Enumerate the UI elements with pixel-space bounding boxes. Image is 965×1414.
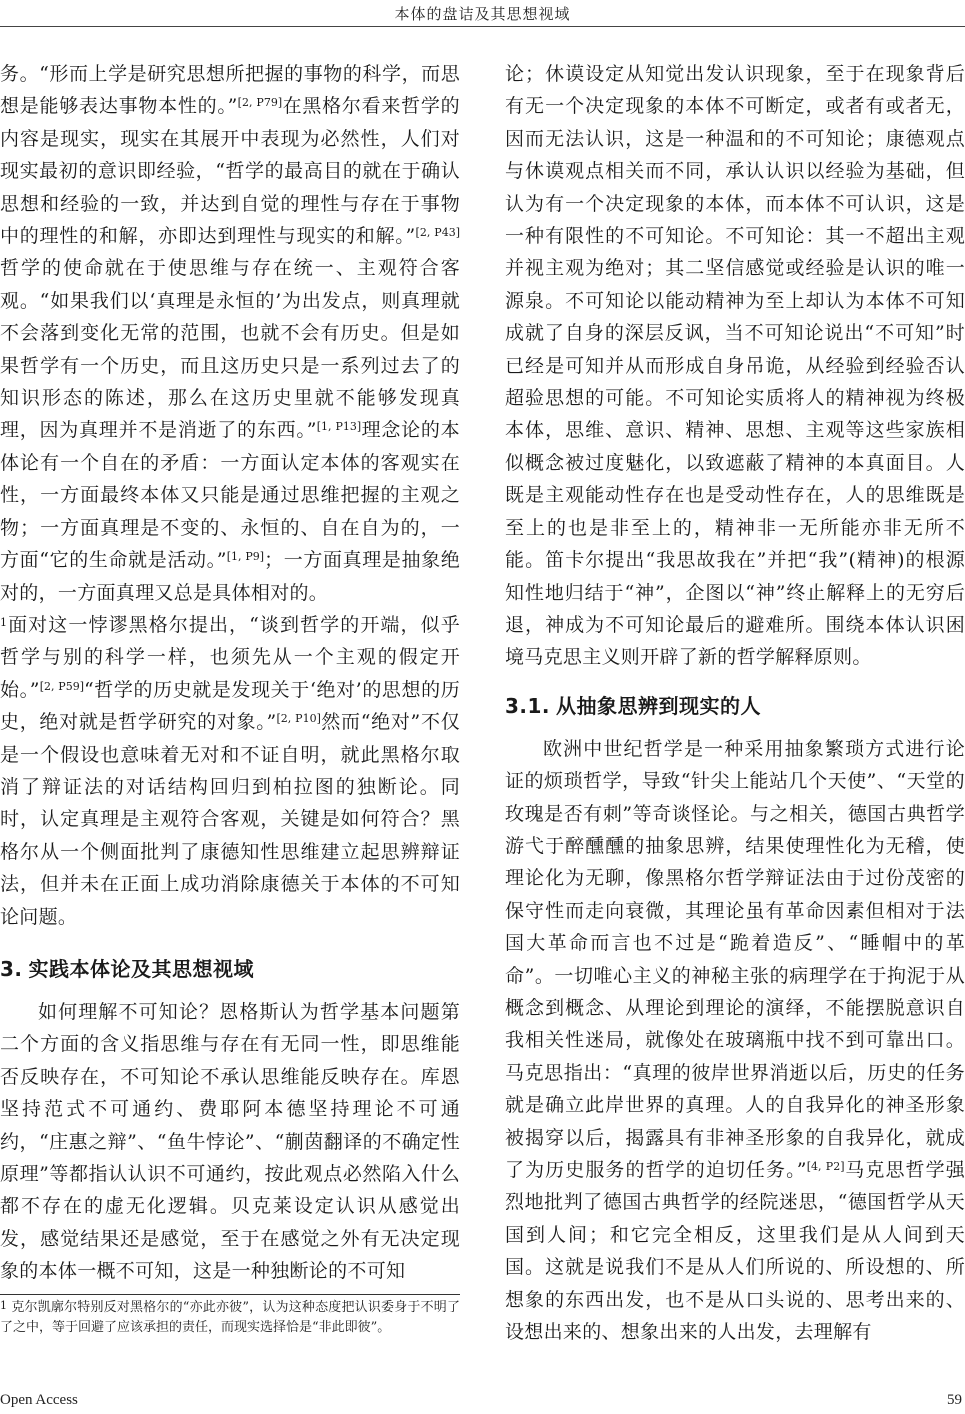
section-heading-3 bbox=[0, 953, 460, 982]
section-heading-3-1 bbox=[505, 690, 965, 719]
citation: [1, P9] bbox=[226, 550, 265, 564]
footnote bbox=[0, 1298, 460, 1338]
footnote-text: 克尔凯廓尔特别反对黑格尔的“亦此亦彼”，认为这种态度把认识委身于不明了了之中，等于回避了应该承担的责任，而现实选择恰是“非此即彼”。 bbox=[0, 1300, 460, 1335]
text-run: 然而“绝对”不仅是一个假设也意味着无对和不证自明，就此黑格尔取消了辩证法的对话结构回归到柏拉图的独断论。同时，认定真理是主观符合客观，关键是如何符合？黑格尔从一个侧面批判了康德知性思维建立起思辨辩证法，但并未在正面上成功消除康德关于本体的不可知论问题。 bbox=[0, 711, 460, 928]
text-run: 马克思哲学强烈地批判了德国古典哲学的经院迷思，“德国哲学从天国到人间；和它完全相反，这里我们是从人间到天国。这就是说我们不是从人们所说的、所设想的、所想象的东西出发，也不是从口头说的、思考出来的、设想出来的、想象出来的人出发，去理解有 bbox=[505, 1159, 965, 1344]
footnote-mark[interactable]: 1 bbox=[0, 615, 8, 629]
header-rule bbox=[0, 26, 965, 27]
text-run: “哲学的历史就是发现关于‘绝对’的思想的历史，绝对就是哲学研究的对象。” bbox=[0, 678, 461, 734]
citation: [2, P10] bbox=[276, 712, 321, 726]
text-run: 面对这一悖谬黑格尔提出，“谈到哲学的开端，似乎哲学与别的科学一样，也须先从一个主观的假定开始。” bbox=[0, 613, 460, 701]
citation: [2, P43] bbox=[415, 226, 460, 240]
footer-journal: Open Access bbox=[0, 1392, 78, 1408]
left-paragraph-2 bbox=[0, 609, 460, 933]
right-paragraph-2 bbox=[505, 733, 965, 1349]
section-title: 实践本体论及其思想视域 bbox=[28, 956, 255, 981]
page-number: 59 bbox=[947, 1392, 962, 1408]
text-run: 在黑格尔看来哲学的内容是现实，现实在其展开中表现为必然性，人们对现实最初的意识即经验，“哲学的最高目的就在于确认思想和经验的一致，并达到自觉的理性与存在于事物中的理性的和解，亦即达到理性与现实的和解。” bbox=[0, 95, 460, 248]
right-column bbox=[505, 58, 965, 1348]
left-paragraph-1 bbox=[0, 58, 460, 609]
left-column bbox=[0, 58, 460, 1288]
running-head: 本体的盘诘及其思想视域 bbox=[394, 5, 571, 23]
citation: [4, P2] bbox=[806, 1160, 845, 1173]
text-run: 理念论的本体论有一个自在的矛盾：一方面认定本体的客观实在性，一方面最终本体又只能是通过思维把握的主观之物；一方面真理是不变的、永恒的、自在自为的，一方面“它的生命就是活动。” bbox=[0, 419, 460, 572]
right-paragraph-1: 论；休谟设定从知觉出发认识现象，至于在现象背后有无一个决定现象的本体不可断定，或者有或者无，因而无法认识，这是一种温和的不可知论；康德观点与休谟观点相关而不同，承认认识以经验为基础，但认为有一个决定现象的本体，而本体不可认识，这是一种有限性的不可知论。不可知论：其一不超出主观并视主观为绝对；其二坚信感觉或经验是认识的唯一源泉。不可知论以能动精神为至上却认为本体不可知成就了自身的深层反讽，当不可知论说出“不可知”时已经是可知并从而形成自身吊诡，从经验到经验否认超验思想的可能。不可知论实质将人的精神视为终极本体，思维、意识、精神、思想、主观等这些家族相似概念被过度魅化，以致遮蔽了精神的本真面目。人既是主观能动性存在也是受动性存在，人的思维既是至上的也是非至上的，精神非一无所能亦非无所不能。笛卡尔提出“我思故我在”并把“我”(精神)的根源知性地归结于“神”，企图以“神”终止解释上的无穷后退，神成为不可知论最后的避难所。围绕本体认识困境马克思主义则开辟了新的哲学解释原则。 bbox=[505, 63, 965, 669]
citation: [1, P13] bbox=[316, 420, 362, 434]
left-paragraph-3: 如何理解不可知论？恩格斯认为哲学基本问题第二个方面的含义指思维与存在有无同一性，即思维能否反映存在，不可知论不承认思维能反映存在。库恩坚持范式不可通约、费耶阿本德坚持理论不可通约，“庄惠之辩”、“鱼牛悖论”、“蒯茵翻译的不确定性原理”等都指认认识不可通约，按此观点必然陷入什么都不存在的虚无化逻辑。贝克莱设定认识从感觉出发，感觉结果还是感觉，至于在感觉之外有无决定现象的本体一概不可知，这是一种独断论的不可知 bbox=[0, 1000, 460, 1283]
text-run: ；一方面真理是抽象绝对的，一方面真理又总是具体相对的。 bbox=[0, 549, 460, 604]
text-run: 哲学的使命就在于使思维与存在统一、主观符合客观。“如果我们以‘真理是永恒的’为出发点，则真理就不会落到变化无常的范围，也就不会有历史。但是如果哲学有一个历史，而且这历史只是一系列过去了的知识形态的陈述，那么在这历史里就不能够发现真理，因为真理并不是消逝了的东西。” bbox=[0, 257, 460, 442]
footnote-rule bbox=[0, 1294, 460, 1295]
text-run: 欧洲中世纪哲学是一种采用抽象繁琐方式进行论证的烦琐哲学，导致“针尖上能站几个天使”、“天堂的玫瑰是否有刺”等奇谈怪论。与之相关，德国古典哲学游弋于醉醺醺的抽象思辨，结果使理性化为无稽，使理论化为无聊，像黑格尔哲学辩证法由于过份茂密的保守性而走向衰微，其理论虽有革命因素但相对于法国大革命而言也不过是“跪着造反”、“睡帽中的革命”。一切唯心主义的神秘主张的病理学在于拘泥于从概念到概念、从理论到理论的演绎，不能摆脱意识自我相关性迷局，就像处在玻璃瓶中找不到可靠出口。马克思指出：“真理的彼岸世界消逝以后，历史的任务就是确立此岸世界的真理。人的自我异化的神圣形象被揭穿以后，揭露具有非神圣形象的自我异化，就成了为历史服务的哲学的迫切任务。” bbox=[505, 737, 965, 1181]
text-run: 务。“形而上学是研究思想所把握的事物的科学，而思想是能够表达事物本性的。” bbox=[0, 63, 460, 118]
section-number: 3. bbox=[0, 956, 23, 981]
citation: [2, P59] bbox=[39, 679, 84, 693]
footnote-number: 1 bbox=[0, 1299, 7, 1312]
section-number: 3.1. bbox=[505, 693, 551, 718]
section-title: 从抽象思辨到现实的人 bbox=[556, 693, 762, 718]
citation: [2, P79] bbox=[237, 96, 283, 110]
